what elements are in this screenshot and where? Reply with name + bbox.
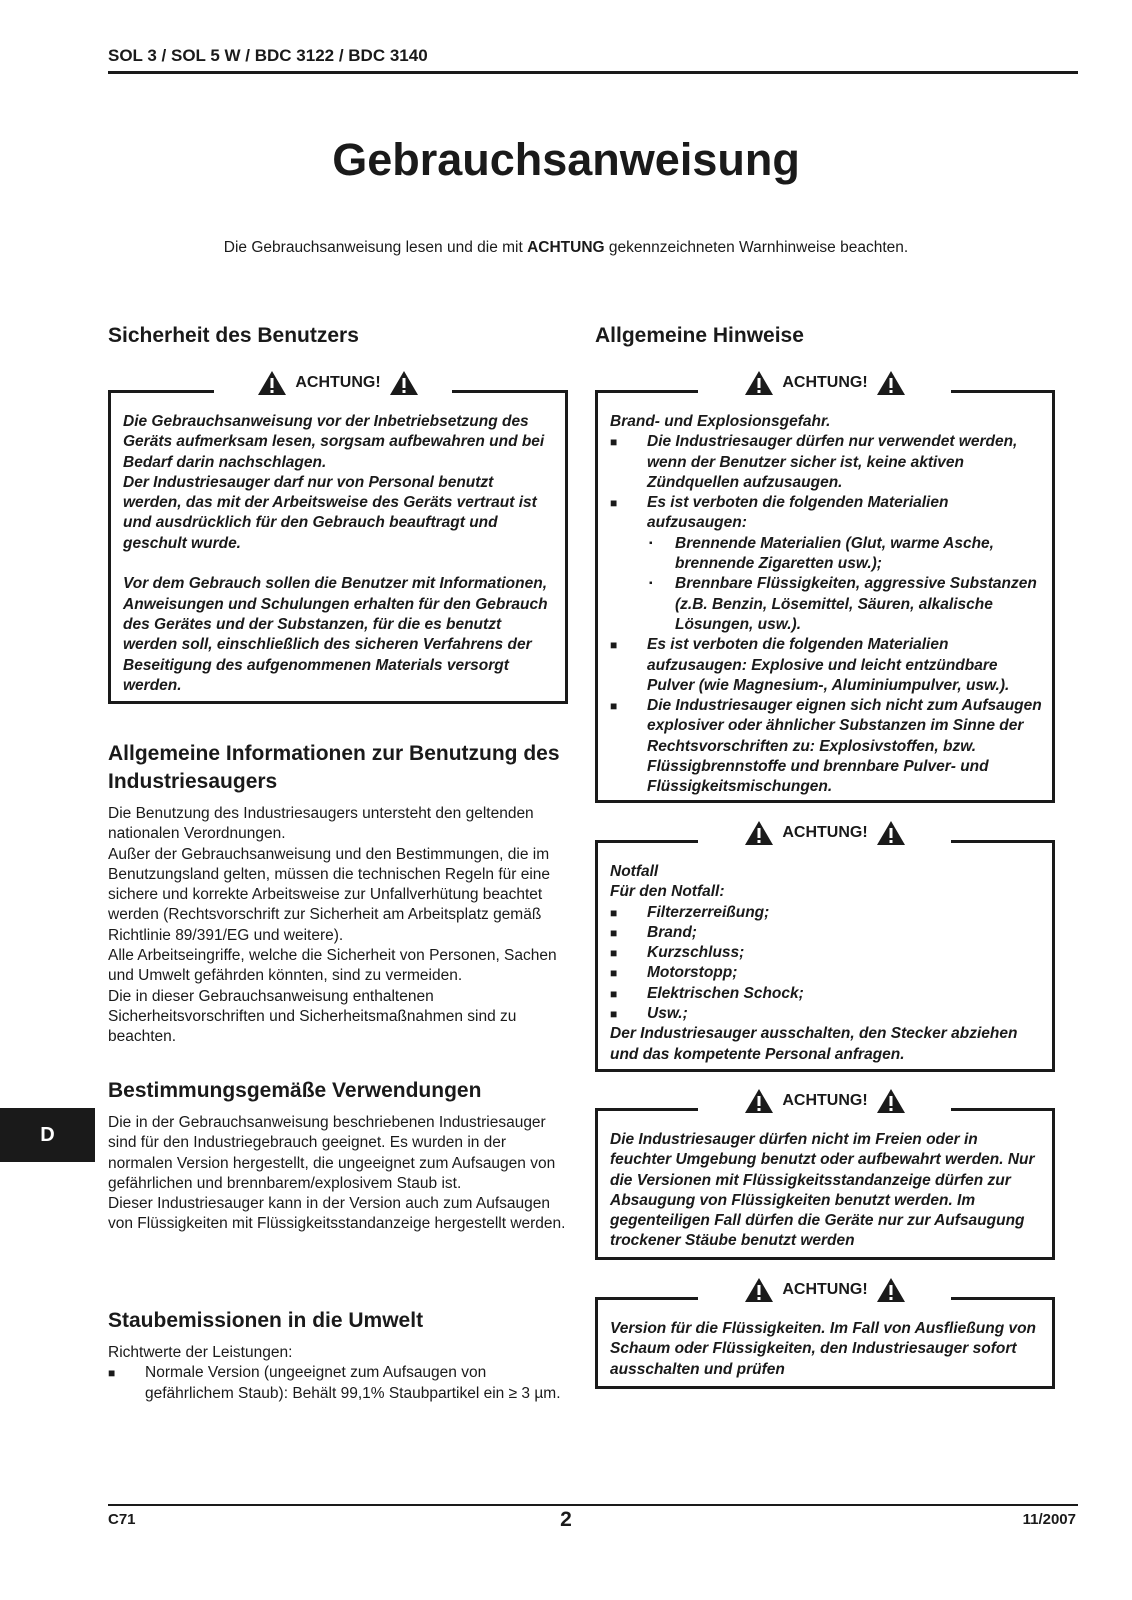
warning-box-emergency — [595, 824, 1055, 1072]
list-item: ■ Normale Version (ungeeignet zum Aufsaugen von gefährlichem Staub): Behält 99,1% Staubpartikel ein ≥ 3 µm. — [108, 1363, 573, 1404]
list-item: ■ Die Industriesauger dürfen nur verwendet werden, wenn der Benutzer sicher ist, keine aktiven Zündquellen aufzusaugen. — [610, 432, 1042, 493]
right-column — [595, 322, 1055, 350]
sub-list-item: ▪ Brennbare Flüssigkeiten, aggressive Substanzen (z.B. Benzin, Lösemittel, Säuren, alkalische Lösungen, usw.). — [610, 574, 1042, 635]
warning-label: ACHTUNG! — [598, 370, 1052, 396]
warning-triangle-icon — [257, 370, 287, 396]
warning-box-body — [123, 412, 555, 696]
warning-paragraph: Version für die Flüssigkeiten. Im Fall von Ausfließung von Schaum oder Flüssigkeiten, den Industriesauger sofort ausschalten und prüfen — [610, 1320, 1037, 1378]
intro-text — [0, 239, 1132, 257]
section-dust-emissions — [108, 1307, 573, 1404]
warning-box-user-safety — [108, 374, 568, 704]
warning-box-body — [610, 862, 1042, 1065]
page-title: Gebrauchsanweisung — [332, 134, 800, 185]
warning-triangle-icon — [876, 820, 906, 846]
warning-lead: Brand- und Explosionsgefahr. — [610, 413, 831, 430]
warning-box-body — [610, 1319, 1042, 1380]
warning-triangle-icon — [876, 1277, 906, 1303]
warning-label: ACHTUNG! — [598, 1277, 1052, 1303]
warning-box-liquids — [595, 1281, 1055, 1389]
small-square-bullet-icon: ▪ — [649, 537, 653, 549]
square-bullet-icon: ■ — [610, 496, 618, 511]
warning-paragraph: Die Industriesauger dürfen nicht im Freien oder in feuchter Umgebung benutzt oder aufbewahrt werden. Nur die Versionen mit Flüssigkeitsstandanzeige dürfen zur Absaugung von Flüssigkeiten benutzt werden. Im gegenteiligen Fall dürfen die Geräte nur zur Aufsaugung trockener Stäube benutzt werden — [610, 1131, 1035, 1250]
list-item: ■ Filterzerreißung; — [610, 903, 1042, 923]
list-item: ■ Es ist verboten die folgenden Materialien aufzusaugen: — [610, 493, 1042, 534]
list-item: ■ Die Industriesauger eignen sich nicht zum Aufsaugen explosiver oder ähnlicher Substanzen im Sinne der Rechtsvorschriften zu: Explosivstoffen, bzw. Flüssigbrennstoffe und brennbare Pulver- und Flüssigkeitsmischungen. — [610, 696, 1042, 797]
section-text: Die in der Gebrauchsanweisung beschriebenen Industriesauger sind für den Industriegebrauch geeignet. Es wurden in der normalen Version hergestellt, die ungeeignet zum Aufsaugen von gefährlichen und brennbarem/explosivem Staub ist. Dieser Industriesauger kann in der Version auch zum Aufsaugen von Flüssigkeiten mit Flüssigkeitsstandanzeige hergestellt werden. — [108, 1114, 566, 1233]
warning-triangle-icon — [744, 370, 774, 396]
footer-date: 11/2007 — [1022, 1511, 1076, 1528]
section-heading-dust-emissions: Staubemissionen in die Umwelt — [108, 1309, 424, 1332]
warning-paragraph: Die Gebrauchsanweisung vor der Inbetriebsetzung des Geräts aufmerksam lesen, sorgsam aufbewahren und bei Bedarf darin nachschlagen. — [123, 413, 545, 471]
square-bullet-icon: ■ — [610, 1007, 618, 1022]
warning-box-fire-explosion — [595, 374, 1055, 803]
warning-box-body — [610, 412, 1042, 798]
intro-before: Die Gebrauchsanweisung lesen und die mit — [223, 239, 528, 256]
square-bullet-icon: ■ — [610, 986, 618, 1001]
list-item: ■ Es ist verboten die folgenden Materialien aufzusaugen: Explosive und leicht entzündbare Pulver (wie Magnesium-, Aluminiumpulver, usw.). — [610, 635, 1042, 696]
square-bullet-icon: ■ — [610, 638, 618, 653]
warning-triangle-icon — [744, 1088, 774, 1114]
list-item: ■ Motorstopp; — [610, 963, 1042, 983]
warning-triangle-icon — [876, 370, 906, 396]
emergency-subtitle: Für den Notfall: — [610, 883, 725, 901]
warning-label: ACHTUNG! — [598, 1088, 1052, 1114]
square-bullet-icon: ■ — [610, 925, 618, 940]
square-bullet-icon: ■ — [108, 1366, 116, 1381]
square-bullet-icon: ■ — [610, 946, 618, 961]
section-text: Die Benutzung des Industriesaugers untersteht den geltenden nationalen Verordnungen. Außer der Gebrauchsanweisung und den Bestimmungen, die im Benutzungsland gelten, müssen die technischen Regeln für eine sichere und korrekte Arbeitsweise zur Unfallverhütung beachtet werden (Rechtsvorschrift zur Sicherheit am Arbeitsplatz gemäß Richtlinie 89/391/EG und weitere). Alle Arbeitseingriffe, welche die Sicherheit von Personen, Sachen und Umwelt gefährden könnten, sind zu vermeiden. Die in dieser Gebrauchsanweisung enthaltenen Sicherheitsvorschriften und Sicherheitsmaßnahmen sind zu beachten. — [108, 805, 557, 1046]
section-heading-intended-use: Bestimmungsgemäße Verwendungen — [108, 1079, 482, 1102]
section-heading-general-info: Allgemeine Informationen zur Benutzung des Industriesaugers — [108, 742, 560, 793]
warning-box-humidity — [595, 1092, 1055, 1260]
language-tab: D — [0, 1108, 95, 1162]
list-item: ■ Elektrischen Schock; — [610, 984, 1042, 1004]
warning-label: ACHTUNG! — [598, 820, 1052, 846]
warning-triangle-icon — [389, 370, 419, 396]
document-header-title: SOL 3 / SOL 5 W / BDC 3122 / BDC 3140 — [108, 46, 428, 65]
page-number: 2 — [560, 1508, 572, 1531]
list-item: ■ Kurzschluss; — [610, 943, 1042, 963]
square-bullet-icon: ■ — [610, 905, 618, 920]
section-text: Richtwerte der Leistungen: — [108, 1344, 293, 1361]
footer-code: C71 — [108, 1511, 136, 1528]
warning-triangle-icon — [876, 1088, 906, 1114]
warning-paragraph: Vor dem Gebrauch sollen die Benutzer mit Informationen, Anweisungen und Schulungen erhalten für den Gebrauch des Gerätes und der Substanzen, für die es benutzt werden soll, einschließlich des sicheren Verfahrens der Beseitigung des aufgenommenen Materials versorgt werden. — [123, 575, 548, 694]
section-intended-use — [108, 1077, 573, 1235]
section-heading-general-notes: Allgemeine Hinweise — [595, 324, 804, 347]
square-bullet-icon: ■ — [610, 699, 618, 714]
list-item: ■ Brand; — [610, 923, 1042, 943]
emergency-instruction: Der Industriesauger ausschalten, den Stecker abziehen und das kompetente Personal anfragen. — [610, 1025, 1018, 1063]
sub-list-item: ▪ Brennende Materialien (Glut, warme Asche, brennende Zigaretten usw.); — [610, 534, 1042, 575]
warning-triangle-icon — [744, 820, 774, 846]
warning-box-body — [610, 1130, 1042, 1252]
square-bullet-icon: ■ — [610, 966, 618, 981]
intro-bold: ACHTUNG — [527, 239, 605, 256]
header-divider — [108, 71, 1078, 74]
section-heading-user-safety: Sicherheit des Benutzers — [108, 324, 359, 347]
small-square-bullet-icon: ▪ — [649, 578, 653, 590]
emergency-title: Notfall — [610, 863, 659, 880]
warning-paragraph: Der Industriesauger darf nur von Personal benutzt werden, das mit der Arbeitsweise des Geräts vertraut ist und ausdrücklich für den Gebrauch beauftragt und geschult wurde. — [123, 473, 537, 552]
warning-triangle-icon — [744, 1277, 774, 1303]
section-general-info — [108, 740, 573, 1048]
intro-after: gekennzeichneten Warnhinweise beachten. — [604, 239, 909, 256]
warning-label: ACHTUNG! — [111, 370, 565, 396]
square-bullet-icon: ■ — [610, 435, 618, 450]
left-column — [108, 322, 573, 350]
list-item: ■ Usw.; — [610, 1004, 1042, 1024]
footer-divider — [108, 1504, 1078, 1506]
